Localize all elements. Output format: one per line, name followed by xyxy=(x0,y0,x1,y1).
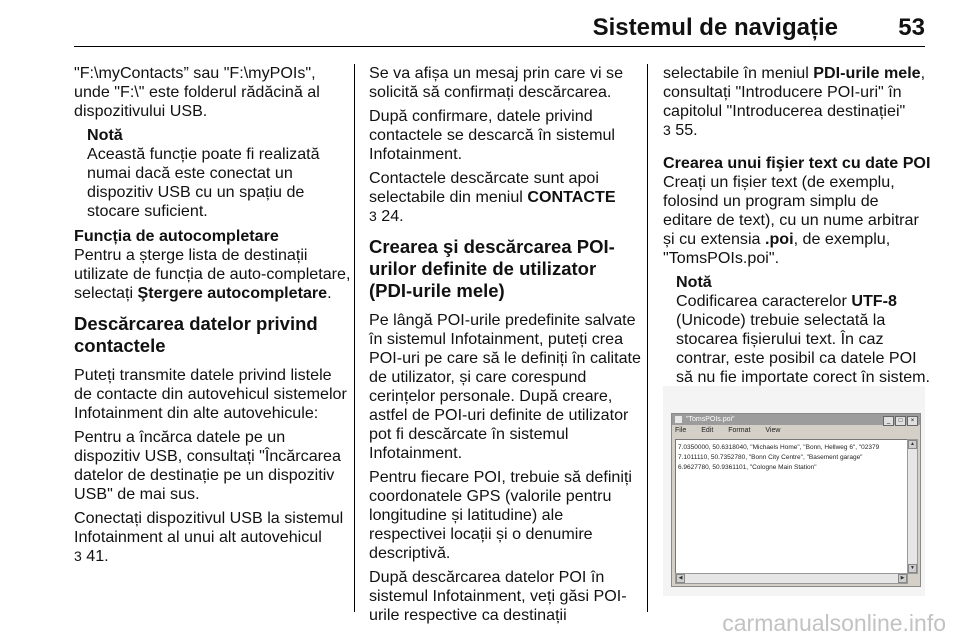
column-3 xyxy=(663,64,931,393)
section-heading-poi: Crearea şi descărcarea POI-urilor definite de utilizator (PDI-urile mele) xyxy=(369,236,615,301)
page-reference-arrow-icon: 3 xyxy=(663,122,671,138)
page-reference-link[interactable]: 55. xyxy=(675,121,698,139)
note-box xyxy=(74,126,352,221)
menu-option-my-poi: PDI-urile mele xyxy=(813,64,921,82)
my-poi-text-end: , consultați "Introducere POI-uri" în capitolul "Introducerea destinației" xyxy=(663,64,926,120)
maximize-icon: □ xyxy=(895,416,906,426)
poi-paragraph-1: Pe lângă POI-urile predefinite salvate în sistemul Infotainment, puteți crea POI-uri pe care să le definiți în calitate de utilizator, și care corespund cerințelor personale. După creare, astfel de POI-uri definite de utilizator pot fi descărcate în sistemul Infotainment. xyxy=(369,311,641,462)
menu-option-contacts: CONTACTE xyxy=(527,188,616,206)
page-header-title: Sistemul de navigație xyxy=(592,14,838,41)
poi-line: 7.1011110, 50.7352780, "Bonn City Centre", "Basement garage" xyxy=(678,454,863,461)
text-editor-screenshot xyxy=(663,386,925,596)
text-file-heading: Crearea unui fişier text cu date POI xyxy=(663,154,931,172)
column-divider xyxy=(354,64,355,612)
scroll-down-icon: ▼ xyxy=(908,564,917,573)
page-number: 53 xyxy=(898,14,925,41)
contacts-text: Conectați dispozitivul USB la sistemul Infotainment al unui alt autovehicul xyxy=(74,509,344,546)
autocomplete-paragraph xyxy=(74,246,352,303)
menu-file: File xyxy=(675,427,687,434)
poi-line: 6.9627780, 50.9361101, "Cologne Main Station" xyxy=(678,464,817,471)
scroll-right-icon: ▶ xyxy=(898,574,907,583)
column-1 xyxy=(74,64,352,571)
contacts-paragraph-3 xyxy=(74,509,352,566)
menu-edit: Edit xyxy=(701,427,714,434)
page-reference-arrow-icon: 3 xyxy=(74,548,82,564)
contacts-menu-text: Contactele descărcate sunt apoi selectabile din meniul xyxy=(369,169,599,206)
note-text: Această funcție poate fi realizată numai dacă este conectat un dispozitiv USB cu un spațiu de stocare suficient. xyxy=(87,145,320,220)
contacts-paragraph-1: Puteți transmite datele privind listele de contacte din autovehicul sistemelor Infotainment din alte autovehicule: xyxy=(74,366,347,422)
section-heading-contacts: Descărcarea datelor privind contactele xyxy=(74,313,318,356)
header-rule xyxy=(74,46,925,47)
minimize-icon: _ xyxy=(883,416,894,426)
page-reference-link[interactable]: 41. xyxy=(86,547,109,565)
editor-menubar xyxy=(672,425,920,437)
editor-window xyxy=(671,413,921,587)
menu-view: View xyxy=(765,427,781,434)
confirm-paragraph: Se va afișa un mesaj prin care vi se solicită să confirmați descărcarea. xyxy=(369,64,624,101)
poi-line: 7.0350000, 50.6318040, "Michaels Home", "Bonn, Hellweg 6", "02379 xyxy=(678,444,880,451)
window-title: "TomsPOIs.poi" xyxy=(686,416,735,423)
encoding-name: UTF-8 xyxy=(851,292,897,310)
encoding-text-end: (Unicode) trebuie selectată la stocarea fișierului text. În caz contrar, este posibil ca datele POI să nu fie importate corect în sistem. xyxy=(676,311,931,386)
contacts-paragraph-2: Pentru a încărca datele pe un dispozitiv USB, consultați "Încărcarea datelor de destinație pe un dispozitiv USB" de mai sus. xyxy=(74,428,341,503)
note-text xyxy=(676,292,931,387)
contacts-menu-paragraph xyxy=(369,169,641,226)
menu-format: Format xyxy=(728,427,751,434)
poi-paragraph-3: După descărcarea datelor POI în sistemul Infotainment, veți găsi POI-urile respective ca destinații xyxy=(369,568,627,624)
watermark: carmanualsonline.info xyxy=(722,610,946,636)
vertical-scrollbar xyxy=(907,439,918,574)
scroll-left-icon: ◀ xyxy=(676,574,685,583)
page-reference-link[interactable]: 24. xyxy=(381,207,404,225)
column-2 xyxy=(369,64,641,630)
menu-option-delete-autocomplete: Ştergere autocompletare xyxy=(137,284,328,302)
text-file-paragraph xyxy=(663,173,931,268)
window-titlebar xyxy=(672,414,920,425)
window-controls xyxy=(882,415,918,426)
document-icon xyxy=(675,416,682,423)
file-extension: .poi xyxy=(764,230,794,248)
autocomplete-heading: Funcția de autocompletare xyxy=(74,227,279,245)
intro-paragraph: "F:\myContacts” sau "F:\myPOIs", unde "F:\" este folderul rădăcină al dispozitivului USB. xyxy=(74,64,320,120)
close-icon: × xyxy=(907,416,918,426)
text-file-text: Creați un fișier text (de exemplu, folosind un program simplu de editare de text), cu un nume arbitrar și cu extensia xyxy=(663,173,919,248)
column-divider xyxy=(647,64,648,612)
autocomplete-text: Pentru a șterge lista de destinații utilizate de funcția de auto-completare, selectați xyxy=(74,246,351,302)
horizontal-scrollbar xyxy=(675,573,908,584)
autocomplete-end: . xyxy=(327,284,332,302)
download-paragraph: După confirmare, datele privind contactele se descarcă în sistemul Infotainment. xyxy=(369,107,615,163)
poi-paragraph-2: Pentru fiecare POI, trebuie să definiți coordonatele GPS (valorile pentru longitudine și latitudine) ale respectivei locații și o denumire descriptivă. xyxy=(369,468,633,562)
note-title: Notă xyxy=(676,273,712,291)
note-title: Notă xyxy=(87,126,123,144)
scroll-up-icon: ▲ xyxy=(908,440,917,449)
text-file-text-end: , de exemplu, "TomsPOIs.poi". xyxy=(663,230,891,267)
my-poi-paragraph xyxy=(663,64,931,140)
my-poi-text: selectabile în meniul xyxy=(663,64,814,82)
note-box xyxy=(663,273,931,387)
editor-text-area xyxy=(675,439,908,574)
encoding-text: Codificarea caracterelor xyxy=(676,292,852,310)
page-reference-arrow-icon: 3 xyxy=(369,208,377,224)
